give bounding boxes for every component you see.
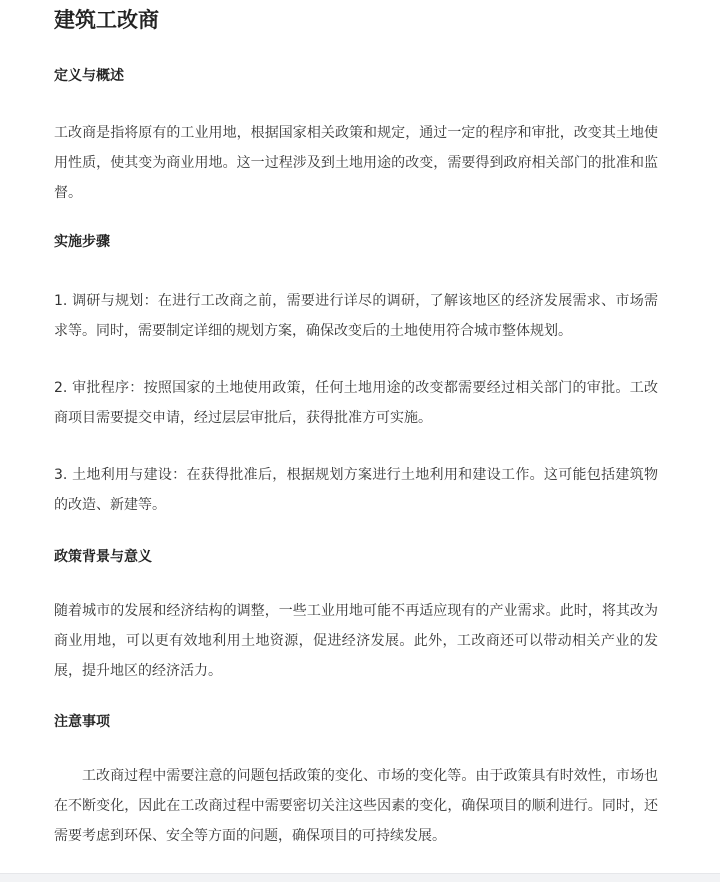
paragraph-notes: 工改商过程中需要注意的问题包括政策的变化、市场的变化等。由于政策具有时效性，市场也在不断变化，因此在工改商过程中需要密切关注这些因素的变化，确保项目的顺利进行。同时，还需要考虑到环保、安全等方面的问题，确保项目的可持续发展。 xyxy=(54,768,658,844)
paragraph-step-3: 3. 土地利用与建设：在获得批准后，根据规划方案进行土地利用和建设工作。这可能包括建筑物的改造、新建等。 xyxy=(54,467,658,513)
bottom-scroll-bar[interactable] xyxy=(0,873,720,882)
paragraph-definition: 工改商是指将原有的工业用地，根据国家相关政策和规定，通过一定的程序和审批，改变其土地使用性质，使其变为商业用地。这一过程涉及到土地用途的改变，需要得到政府相关部门的批准和监督。 xyxy=(54,125,658,201)
paragraph-step-1: 1. 调研与规划：在进行工改商之前，需要进行详尽的调研，了解该地区的经济发展需求、市场需求等。同时，需要制定详细的规划方案，确保改变后的土地使用符合城市整体规划。 xyxy=(54,293,658,339)
section-heading-definition: 定义与概述 xyxy=(54,68,124,84)
paragraph-step-2: 2. 审批程序：按照国家的土地使用政策，任何土地用途的改变都需要经过相关部门的审批。工改商项目需要提交申请，经过层层审批后，获得批准方可实施。 xyxy=(54,380,658,426)
paragraph-policy: 随着城市的发展和经济结构的调整，一些工业用地可能不再适应现有的产业需求。此时，将其改为商业用地，可以更有效地利用土地资源，促进经济发展。此外，工改商还可以带动相关产业的发展，提升地区的经济活力。 xyxy=(54,603,658,679)
section-heading-steps: 实施步骤 xyxy=(54,234,110,250)
section-heading-notes: 注意事项 xyxy=(54,714,110,730)
article xyxy=(54,0,658,851)
section-heading-policy: 政策背景与意义 xyxy=(54,549,152,565)
page-title: 建筑工改商 xyxy=(54,7,159,32)
